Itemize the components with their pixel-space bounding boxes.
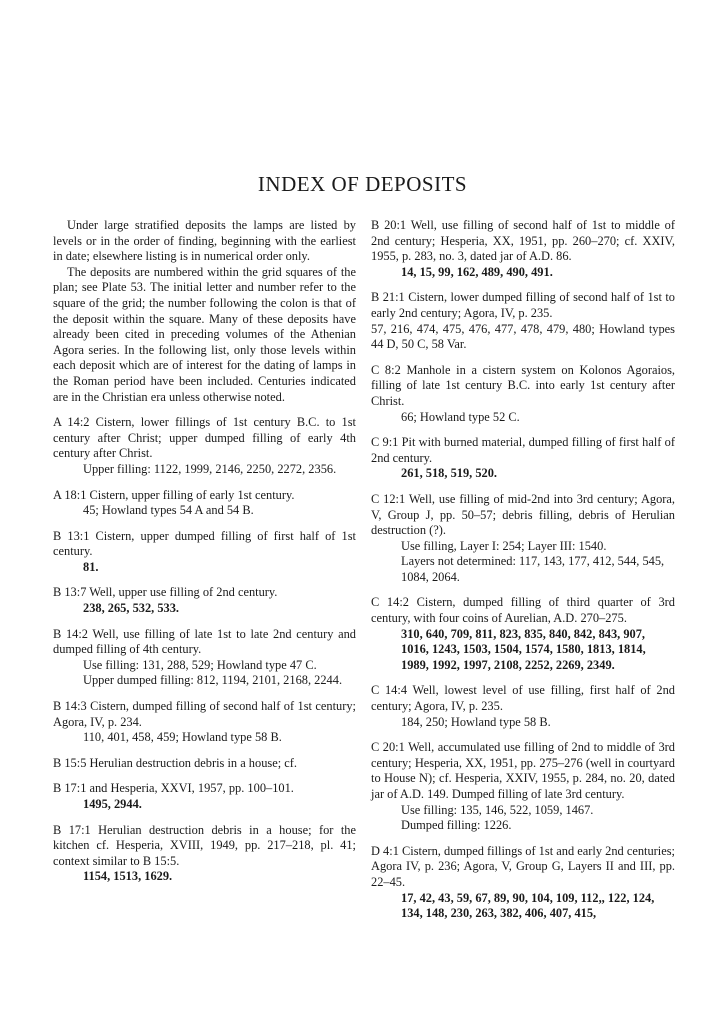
- deposit-entry-b-21-1: [371, 290, 675, 352]
- deposit-entry-b-14-2: [53, 627, 356, 689]
- deposit-entry-b-15-5: [53, 756, 356, 772]
- intro: [53, 218, 356, 405]
- deposit-entry-a-18-1: [53, 488, 356, 519]
- deposit-lamps: 184, 250; Howland type 58 B.: [401, 714, 551, 729]
- intro-paragraph: The deposits are numbered within the grid squares of the plan; see Plate 53. The initial letter and number refer to the square of the grid; the number following the colon is that of the deposit within the square. Many of these deposits have already been cited in preceding volumes of the Athenian Agora series. In the following list, only those levels within each deposit which are of interest for the dating of lamps in the Roman period have been included. Centuries indicated are in the Christian era unless otherwise noted.: [53, 264, 356, 404]
- deposit-heading: A 14:2 Cistern, lower fillings of 1st century B.C. to 1st century after Christ; upper dumped filling of early 4th century after Christ.: [53, 415, 356, 461]
- deposit-lamps: 110, 401, 458, 459; Howland type 58 B.: [83, 730, 282, 745]
- deposit-heading: B 21:1 Cistern, lower dumped filling of second half of 1st to early 2nd century; Agora, IV, p. 235.: [371, 290, 675, 320]
- deposit-lamps: 17, 42, 43, 59, 67, 89, 90, 104, 109, 112,, 122, 124, 134, 148, 230, 263, 382, 406, 407, 415,: [401, 890, 655, 921]
- deposit-heading: B 17:1 Herulian destruction debris in a house; for the kitchen cf. Hesperia, XVIII, 1949, pp. 217–218, pl. 41; context similar to B 15:5.: [53, 822, 356, 868]
- deposit-lamps: Upper filling: 1122, 1999, 2146, 2250, 2272, 2356.: [83, 461, 337, 476]
- deposit-heading: B 20:1 Well, use filling of second half of 1st to middle of 2nd century; Hesperia, XX, 1951, pp. 260–270; cf. XXIV, 1955, p. 283, no. 3, dated jar of A.D. 86.: [371, 218, 675, 264]
- deposit-heading: B 17:1 and Hesperia, XXVI, 1957, pp. 100–101.: [53, 781, 294, 796]
- deposit-lamps: Use filling: 131, 288, 529; Howland type 47 C.: [83, 657, 317, 672]
- deposit-lamps: 310, 640, 709, 811, 823, 835, 840, 842, 843, 907, 1016, 1243, 1503, 1504, 1574, 1580, 1813, 1814, 1989, 1992, 1997, 2108, 2252, 2269, 2349.: [401, 626, 646, 672]
- deposit-entry-b-17-1-ref: [53, 781, 356, 812]
- deposit-entry-c-14-2: [371, 595, 675, 673]
- deposit-heading: B 15:5 Herulian destruction debris in a house; cf.: [53, 755, 297, 770]
- deposit-lamps: 1154, 1513, 1629.: [83, 869, 173, 884]
- deposit-entry-b-20-1: [371, 218, 675, 280]
- deposit-lamps: 45; Howland types 54 A and 54 B.: [83, 503, 254, 518]
- deposit-entry-c-14-4: [371, 683, 675, 730]
- deposit-heading: C 20:1 Well, accumulated use filling of 2nd to middle of 3rd century; Hesperia, XX, 1951, pp. 275–276 (well in courtyard to House N); cf. Hesperia, XXIV, 1955, p. 284, no. 20, dated jar of A.D. 149. Dumped filling of late 3rd century.: [371, 740, 675, 801]
- deposit-lamps: 66; Howland type 52 C.: [401, 409, 520, 424]
- deposit-heading: D 4:1 Cistern, dumped fillings of 1st and early 2nd centuries; Agora IV, p. 236; Agora, V, Group G, Layers II and III, pp. 22–45.: [371, 843, 675, 889]
- deposit-heading: C 8:2 Manhole in a cistern system on Kolonos Agoraios, filling of late 1st century B.C. into early 1st century after Christ.: [371, 362, 675, 408]
- deposit-heading: C 9:1 Pit with burned material, dumped filling of first half of 2nd century.: [371, 435, 675, 465]
- deposit-lamps: 81.: [83, 559, 99, 574]
- intro-paragraph: Under large stratified deposits the lamps are listed by levels or in the order of finding, beginning with the earliest in date; elsewhere listing is in numerical order only.: [53, 218, 356, 264]
- deposit-heading: C 12:1 Well, use filling of mid-2nd into 3rd century; Agora, V, Group J, pp. 50–57; debris filling, debris of Herulian destruction (?).: [371, 491, 675, 538]
- deposit-lamps: Upper dumped filling: 812, 1194, 2101, 2168, 2244.: [83, 673, 343, 688]
- deposit-lamps: 14, 15, 99, 162, 489, 490, 491.: [401, 264, 553, 279]
- deposit-entry-d-4-1: [371, 844, 675, 922]
- deposit-entry-b-17-1: [53, 823, 356, 885]
- deposit-lamps: Use filling, Layer I: 254; Layer III: 1540.: [401, 538, 607, 553]
- deposit-lamps: 57, 216, 474, 475, 476, 477, 478, 479, 480; Howland types 44 D, 50 C, 58 Var.: [371, 321, 675, 352]
- deposit-lamps: 238, 265, 532, 533.: [83, 601, 180, 616]
- deposit-lamps: Layers not determined: 117, 143, 177, 412, 544, 545, 1084, 2064.: [401, 554, 665, 584]
- deposit-heading: B 14:3 Cistern, dumped filling of second half of 1st century; Agora, IV, p. 234.: [53, 699, 356, 729]
- deposit-lamps: 261, 518, 519, 520.: [401, 466, 498, 481]
- deposit-entry-c-12-1: [371, 492, 675, 586]
- right-column: [371, 218, 675, 932]
- deposit-lamps: 1495, 2944.: [83, 797, 142, 811]
- deposit-entry-a-14-2: [53, 415, 356, 477]
- deposit-entry-b-13-1: [53, 529, 356, 576]
- deposit-lamps: Dumped filling: 1226.: [401, 818, 512, 833]
- deposit-heading: B 14:2 Well, use filling of late 1st to late 2nd century and dumped filling of 4th century.: [53, 626, 356, 657]
- left-column: [53, 218, 356, 895]
- deposit-entry-b-13-7: [53, 585, 356, 616]
- page-title: INDEX OF DEPOSITS: [257, 172, 468, 196]
- deposit-heading: B 13:7 Well, upper use filling of 2nd century.: [53, 585, 278, 600]
- deposit-heading: C 14:2 Cistern, dumped filling of third quarter of 3rd century, with four coins of Aurelian, A.D. 270–275.: [371, 595, 675, 626]
- deposit-heading: C 14:4 Well, lowest level of use filling, first half of 2nd century; Agora, IV, p. 235.: [371, 683, 675, 714]
- deposit-lamps: Use filling: 135, 146, 522, 1059, 1467.: [401, 802, 594, 817]
- deposit-entry-b-14-3: [53, 699, 356, 746]
- deposit-entry-c-20-1: [371, 740, 675, 834]
- deposit-entry-c-8-2: [371, 363, 675, 425]
- deposit-heading: B 13:1 Cistern, upper dumped filling of first half of 1st century.: [53, 528, 356, 559]
- deposit-entry-c-9-1: [371, 435, 675, 482]
- deposit-heading: A 18:1 Cistern, upper filling of early 1st century.: [53, 487, 295, 502]
